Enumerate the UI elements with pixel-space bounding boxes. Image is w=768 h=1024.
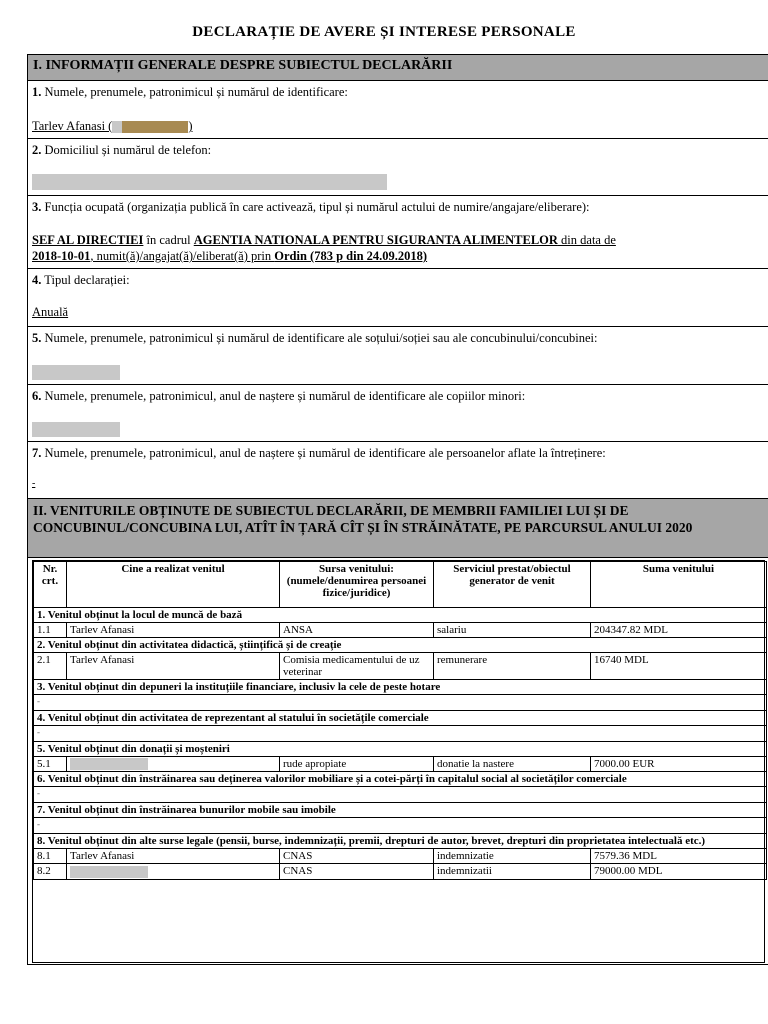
income-table-body	[34, 608, 767, 880]
category-row	[34, 742, 767, 757]
document-title: DECLARAȚIE DE AVERE ȘI INTERESE PERSONALE	[192, 24, 576, 40]
category-label: 4. Venitul obținut din activitatea de reprezentant al statului în societățile comerciale	[34, 711, 767, 726]
cell-source: rude apropiate	[280, 757, 434, 772]
field-2-label: Domiciliul și numărul de telefon:	[44, 143, 212, 157]
cell-who	[67, 757, 280, 772]
empty-cell: -	[34, 787, 767, 803]
redacted-spouse	[32, 365, 120, 380]
position-title: SEF AL DIRECTIEI	[32, 233, 144, 247]
field-5-label: Numele, prenumele, patronimicul și numărul de identificare ale soțului/soției sau ale concubinului/concubinei:	[44, 331, 598, 345]
table-row	[34, 757, 767, 772]
field-1-label: Numele, prenumele, patronimicul și numărul de identificare:	[44, 85, 348, 99]
redacted-name	[70, 758, 148, 770]
category-row	[34, 638, 767, 653]
field-7-label: Numele, prenumele, patronimicul, anul de naștere și numărul de identificare ale persoanelor aflate la întreținere:	[44, 446, 606, 460]
income-table-wrapper	[32, 560, 765, 963]
field-5-spouse: 5. Numele, prenumele, patronimicul și numărul de identificare ale soțului/soției sau ale concubinului/concubinei:	[28, 327, 768, 385]
cell-who: Tarlev Afanasi	[67, 653, 280, 680]
category-label: 7. Venitul obținut din înstrăinarea bunurilor mobile sau imobile	[34, 803, 767, 818]
field-4-declaration-type: 4. Tipul declarației: Anuală	[28, 269, 768, 327]
empty-cell: -	[34, 726, 767, 742]
category-row	[34, 834, 767, 849]
cell-service: remunerare	[434, 653, 591, 680]
empty-cell: -	[34, 695, 767, 711]
cell-service: salariu	[434, 623, 591, 638]
col-header-service: Serviciul prestat/obiectul generator de venit	[434, 562, 591, 608]
table-row	[34, 864, 767, 879]
table-row	[34, 653, 767, 680]
category-row	[34, 680, 767, 695]
col-header-who: Cine a realizat venitul	[67, 562, 280, 608]
cell-amount: 16740 MDL	[591, 653, 767, 680]
declaration-form	[27, 54, 768, 965]
col-header-nr: Nr. crt.	[34, 562, 67, 608]
cell-nr: 8.1	[34, 849, 67, 864]
field-3-answer: SEF AL DIRECTIEI în cadrul AGENTIA NATIONALA PENTRU SIGURANTA ALIMENTELOR din data de 2018-10-01, numit(ă)/angajat(ă)/eliberat(ă) prin Ordin (783 p din 24.09.2018)	[32, 233, 616, 263]
col-header-amount: Suma venitului	[591, 562, 767, 608]
cell-source: CNAS	[280, 864, 434, 879]
field-2-address: 2. Domiciliul și numărul de telefon:	[28, 139, 768, 196]
cell-nr: 1.1	[34, 623, 67, 638]
category-row	[34, 772, 767, 787]
field-6-label: Numele, prenumele, patronimicul, anul de naștere și numărul de identificare ale copiilor minori:	[44, 389, 526, 403]
cell-nr: 5.1	[34, 757, 67, 772]
table-row	[34, 623, 767, 638]
field-3-position: 3. Funcția ocupată (organizația publică în care activează, tipul și numărul actului de numire/angajare/eliberare): SEF AL DIRECTIEI în cadrul AGENTIA NATIONALA PENTRU SIGURANTA ALIMENTELOR din data de 2018-10-01, numit(ă)/angajat(ă)/eliberat(ă) prin Ordin (783 p din 24.09.2018)	[28, 196, 768, 269]
field-4-label: Tipul declarației:	[44, 273, 130, 287]
redacted-address	[32, 174, 387, 190]
declaration-type-value: Anuală	[32, 305, 69, 319]
category-label: 2. Venitul obținut din activitatea didactică, științifică și de creație	[34, 638, 767, 653]
cell-source: ANSA	[280, 623, 434, 638]
income-table	[33, 561, 767, 880]
section-2-heading: II. VENITURILE OBȚINUTE DE SUBIECTUL DECLARĂRII, DE MEMBRII FAMILIEI LUI ȘI DE CONCUBINUL/CONCUBINA LUI, ATÎT ÎN ȚARĂ CÎT ȘI ÎN STRĂINĂTATE, PE PARCURSUL ANULUI 2020	[28, 499, 768, 558]
dependents-value: -	[32, 478, 36, 489]
redacted-name	[70, 866, 148, 878]
cell-amount: 79000.00 MDL	[591, 864, 767, 879]
field-1-answer: Tarlev Afanasi ( )	[32, 119, 193, 133]
section-1-heading: I. INFORMAȚII GENERALE DESPRE SUBIECTUL DECLARĂRII	[28, 55, 768, 81]
field-6-children: 6. Numele, prenumele, patronimicul, anul de naștere și numărul de identificare ale copiilor minori:	[28, 385, 768, 442]
cell-who: Tarlev Afanasi	[67, 849, 280, 864]
cell-service: indemnizatii	[434, 864, 591, 879]
redacted-id-number	[122, 121, 188, 133]
empty-row	[34, 818, 767, 834]
cell-who: Tarlev Afanasi	[67, 623, 280, 638]
cell-source: CNAS	[280, 849, 434, 864]
category-row	[34, 608, 767, 623]
redacted-id-part	[112, 121, 122, 133]
cell-amount: 7579.36 MDL	[591, 849, 767, 864]
category-label: 8. Venitul obținut din alte surse legale (pensii, burse, indemnizații, premii, drepturi de autor, brevet, drepturi din proprietatea intelectuală etc.)	[34, 834, 767, 849]
organization-name: AGENTIA NATIONALA PENTRU SIGURANTA ALIMENTELOR	[193, 233, 558, 247]
category-label: 6. Venitul obținut din înstrăinarea sau deținerea valorilor mobiliare și a cotei-părți în capitalul social al societăților comerciale	[34, 772, 767, 787]
category-row	[34, 803, 767, 818]
empty-row	[34, 787, 767, 803]
cell-nr: 2.1	[34, 653, 67, 680]
appointment-act: Ordin (783 p din 24.09.2018)	[274, 249, 428, 263]
cell-service: indemnizatie	[434, 849, 591, 864]
field-7-dependents: 7. Numele, prenumele, patronimicul, anul de naștere și numărul de identificare ale persoanelor aflate la întreținere: -	[28, 442, 768, 499]
appointment-date: 2018-10-01	[32, 249, 91, 263]
cell-nr: 8.2	[34, 864, 67, 879]
field-1-identity: 1. Numele, prenumele, patronimicul și numărul de identificare: Tarlev Afanasi ( )	[28, 81, 768, 139]
category-row	[34, 711, 767, 726]
cell-amount: 204347.82 MDL	[591, 623, 767, 638]
category-label: 5. Venitul obținut din donații și moșteniri	[34, 742, 767, 757]
cell-who	[67, 864, 280, 879]
table-row	[34, 849, 767, 864]
cell-source: Comisia medicamentului de uz veterinar	[280, 653, 434, 680]
cell-amount: 7000.00 EUR	[591, 757, 767, 772]
empty-row	[34, 726, 767, 742]
empty-cell: -	[34, 818, 767, 834]
empty-row	[34, 695, 767, 711]
redacted-children	[32, 422, 120, 437]
field-3-label: Funcția ocupată (organizația publică în care activează, tipul și numărul actului de numire/angajare/eliberare):	[44, 200, 590, 214]
col-header-source: Sursa venitului: (numele/denumirea persoanei fizice/juridice)	[280, 562, 434, 608]
cell-service: donatie la nastere	[434, 757, 591, 772]
category-label: 3. Venitul obținut din depuneri la instituțiile financiare, inclusiv la cele de peste hotare	[34, 680, 767, 695]
category-label: 1. Venitul obținut la locul de muncă de bază	[34, 608, 767, 623]
